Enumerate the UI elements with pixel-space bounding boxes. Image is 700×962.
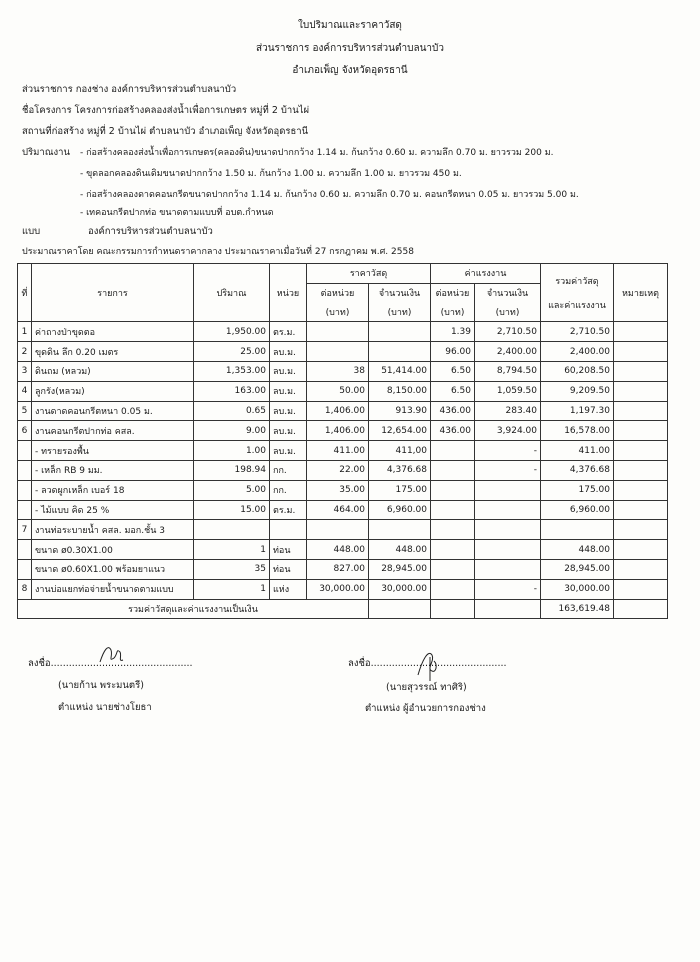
row-qty: 15.00 — [194, 500, 270, 520]
row-remark — [614, 342, 668, 362]
labor-per-unit-baht: (บาท) — [431, 303, 475, 322]
total-header-line-1: รวมค่าวัสดุ — [555, 276, 599, 287]
row-labor-per-unit — [431, 500, 475, 520]
right-signature-scribble — [412, 645, 442, 685]
table-row — [18, 342, 668, 362]
row-no — [18, 540, 32, 560]
row-material-per-unit: 50.00 — [307, 381, 369, 401]
row-material-amount: 448.00 — [369, 540, 431, 560]
row-material-amount: 51,414.00 — [369, 361, 431, 381]
row-labor-amount: - — [475, 460, 541, 480]
row-labor-per-unit — [431, 559, 475, 579]
row-total: 2,400.00 — [541, 342, 614, 362]
row-total: 6,960.00 — [541, 500, 614, 520]
col-qty-header: ปริมาณ — [194, 264, 270, 322]
row-item: ขุดดิน ลึก 0.20 เมตร — [32, 342, 194, 362]
row-material-amount: 30,000.00 — [369, 579, 431, 599]
doc-agency: ส่วนราชการ องค์การบริหารส่วนตำบลนาบัว — [255, 43, 445, 54]
left-sign-line: ลงชื่อ............................................... — [28, 658, 193, 669]
total-label: รวมค่าวัสดุและค่าแรงงานเป็นเงิน — [18, 599, 369, 619]
labor-per-unit-header: ต่อหน่วย — [431, 283, 475, 302]
row-material-amount — [369, 322, 431, 342]
left-position: ตำแหน่ง นายช่างโยธา — [58, 702, 152, 713]
row-unit: ตร.ม. — [270, 500, 307, 520]
row-total: 1,197.30 — [541, 401, 614, 421]
row-remark — [614, 520, 668, 540]
row-qty: 35 — [194, 559, 270, 579]
row-total: 28,945.00 — [541, 559, 614, 579]
row-item: งานบ่อแยกท่อจ่ายน้ำขนาดตามแบบ — [32, 579, 194, 599]
row-labor-amount — [475, 520, 541, 540]
total-row — [18, 599, 668, 619]
row-item: - ไม้แบบ คิด 25 % — [32, 500, 194, 520]
qty-label: ปริมาณงาน — [22, 147, 71, 158]
row-unit: ลบ.ม. — [270, 441, 307, 461]
material-per-unit-baht: (บาท) — [307, 303, 369, 322]
row-material-amount: 28,945.00 — [369, 559, 431, 579]
row-no — [18, 460, 32, 480]
row-labor-amount: - — [475, 579, 541, 599]
row-qty: 25.00 — [194, 342, 270, 362]
table-row — [18, 460, 668, 480]
boq-table — [17, 263, 668, 619]
col-total-header — [541, 264, 614, 322]
row-item: ขนาด ø0.30X1.00 — [32, 540, 194, 560]
row-item: ดินถม (หลวม) — [32, 361, 194, 381]
row-unit: ลบ.ม. — [270, 421, 307, 441]
col-no-header: ที่ — [18, 264, 32, 322]
row-material-amount: 175.00 — [369, 480, 431, 500]
row-labor-per-unit — [431, 441, 475, 461]
row-no — [18, 559, 32, 579]
row-no: 7 — [18, 520, 32, 540]
row-labor-per-unit: 6.50 — [431, 381, 475, 401]
row-labor-per-unit — [431, 579, 475, 599]
table-row — [18, 421, 668, 441]
row-no: 6 — [18, 421, 32, 441]
row-material-per-unit: 1,406.00 — [307, 401, 369, 421]
row-total: 9,209.50 — [541, 381, 614, 401]
row-item: งานท่อระบายน้ำ คสล. มอก.ชั้น 3 — [32, 520, 194, 540]
row-material-amount: 4,376.68 — [369, 460, 431, 480]
col-item-header: รายการ — [32, 264, 194, 322]
row-material-per-unit: 448.00 — [307, 540, 369, 560]
row-material-amount: 913.90 — [369, 401, 431, 421]
row-item: งานดาดคอนกรีตหนา 0.05 ม. — [32, 401, 194, 421]
row-unit — [270, 520, 307, 540]
row-qty: 9.00 — [194, 421, 270, 441]
row-qty: 198.94 — [194, 460, 270, 480]
row-remark — [614, 579, 668, 599]
row-no: 5 — [18, 401, 32, 421]
row-material-amount — [369, 342, 431, 362]
row-item: ลูกรัง(หลวม) — [32, 381, 194, 401]
row-remark — [614, 421, 668, 441]
table-row — [18, 401, 668, 421]
row-labor-amount — [475, 500, 541, 520]
row-qty: 1,950.00 — [194, 322, 270, 342]
row-material-amount: 12,654.00 — [369, 421, 431, 441]
table-row — [18, 540, 668, 560]
row-total: 60,208.50 — [541, 361, 614, 381]
row-material-amount: 6,960.00 — [369, 500, 431, 520]
row-no — [18, 480, 32, 500]
row-qty: 1,353.00 — [194, 361, 270, 381]
row-labor-per-unit — [431, 480, 475, 500]
row-total: 30,000.00 — [541, 579, 614, 599]
row-unit: ลบ.ม. — [270, 361, 307, 381]
qty-line-4: - เทคอนกรีตปากท่อ ขนาดตามแบบที่ อบต.กำหนด — [80, 208, 274, 218]
row-qty: 1.00 — [194, 441, 270, 461]
row-total: 16,578.00 — [541, 421, 614, 441]
table-row — [18, 500, 668, 520]
row-total — [541, 520, 614, 540]
row-no: 4 — [18, 381, 32, 401]
material-per-unit-header: ต่อหน่วย — [307, 283, 369, 302]
row-total: 2,710.50 — [541, 322, 614, 342]
row-unit: ท่อน — [270, 559, 307, 579]
row-item: - ลวดผูกเหล็ก เบอร์ 18 — [32, 480, 194, 500]
table-row — [18, 381, 668, 401]
row-remark — [614, 480, 668, 500]
left-signature-scribble — [96, 640, 126, 668]
site-line: สถานที่ก่อสร้าง หมู่ที่ 2 บ้านไผ่ ตำบลนาบัว อำเภอเพ็ญ จังหวัดอุดรธานี — [22, 126, 309, 137]
doc-title: ใบปริมาณและราคาวัสดุ — [298, 20, 402, 31]
row-unit: ตร.ม. — [270, 322, 307, 342]
row-no — [18, 441, 32, 461]
row-material-per-unit: 827.00 — [307, 559, 369, 579]
row-labor-amount — [475, 559, 541, 579]
row-qty: 163.00 — [194, 381, 270, 401]
row-labor-amount: 283.40 — [475, 401, 541, 421]
row-qty: 0.65 — [194, 401, 270, 421]
row-labor-amount: 2,400.00 — [475, 342, 541, 362]
row-total: 175.00 — [541, 480, 614, 500]
row-remark — [614, 460, 668, 480]
row-material-per-unit: 411.00 — [307, 441, 369, 461]
table-row — [18, 361, 668, 381]
material-amount-header: จำนวนเงิน — [369, 283, 431, 302]
labor-amount-baht: (บาท) — [475, 303, 541, 322]
row-unit: ท่อน — [270, 540, 307, 560]
boq-body — [18, 322, 668, 599]
row-labor-per-unit — [431, 520, 475, 540]
row-remark — [614, 381, 668, 401]
row-material-per-unit: 1,406.00 — [307, 421, 369, 441]
row-labor-per-unit — [431, 540, 475, 560]
doc-location: อำเภอเพ็ญ จังหวัดอุดรธานี — [292, 65, 408, 76]
table-row — [18, 322, 668, 342]
row-labor-amount — [475, 540, 541, 560]
row-material-per-unit: 35.00 — [307, 480, 369, 500]
qty-line-2: - ขุดลอกคลองดินเดิมขนาดปากกว้าง 1.50 ม. ก้นกว้าง 1.00 ม. ความลึก 1.00 ม. ยาวรวม 450 ม. — [80, 169, 462, 179]
total-header-line-2: และค่าแรงงาน — [548, 300, 606, 311]
estimate-line: ประมาณราคาโดย คณะกรรมการกำหนดราคากลาง ประมาณราคาเมื่อวันที่ 27 กรกฎาคม พ.ศ. 2558 — [22, 247, 414, 257]
row-labor-per-unit: 436.00 — [431, 421, 475, 441]
row-labor-per-unit: 96.00 — [431, 342, 475, 362]
row-labor-amount: - — [475, 441, 541, 461]
row-remark — [614, 500, 668, 520]
col-unit-header: หน่วย — [270, 264, 307, 322]
row-material-per-unit: 30,000.00 — [307, 579, 369, 599]
design-label: แบบ — [22, 226, 41, 237]
row-remark — [614, 540, 668, 560]
row-labor-amount: 3,924.00 — [475, 421, 541, 441]
row-no: 3 — [18, 361, 32, 381]
table-row — [18, 559, 668, 579]
left-name: (นายก้าน พระมนตรี) — [58, 680, 144, 691]
row-no: 2 — [18, 342, 32, 362]
table-row — [18, 520, 668, 540]
row-unit: กก. — [270, 460, 307, 480]
row-labor-amount: 8,794.50 — [475, 361, 541, 381]
row-no: 8 — [18, 579, 32, 599]
row-total: 448.00 — [541, 540, 614, 560]
row-qty: 5.00 — [194, 480, 270, 500]
row-no — [18, 500, 32, 520]
material-amount-baht: (บาท) — [369, 303, 431, 322]
row-remark — [614, 441, 668, 461]
col-remark-header: หมายเหตุ — [614, 264, 668, 322]
row-material-per-unit — [307, 322, 369, 342]
row-qty: 1 — [194, 540, 270, 560]
row-unit: กก. — [270, 480, 307, 500]
row-unit: ลบ.ม. — [270, 342, 307, 362]
labor-amount-header: จำนวนเงิน — [475, 283, 541, 302]
table-row — [18, 579, 668, 599]
row-item: ขนาด ø0.60X1.00 พร้อมยาแนว — [32, 559, 194, 579]
row-material-amount: 8,150.00 — [369, 381, 431, 401]
row-unit: ลบ.ม. — [270, 381, 307, 401]
right-name: (นายสุวรรณ์ ทาศิริ) — [386, 682, 467, 693]
row-labor-per-unit — [431, 460, 475, 480]
row-remark — [614, 559, 668, 579]
row-material-amount: 411,00 — [369, 441, 431, 461]
right-position: ตำแหน่ง ผู้อำนวยการกองช่าง — [365, 703, 486, 714]
qty-line-3: - ก่อสร้างคลองดาดคอนกรีตขนาดปากกว้าง 1.14 ม. ก้นกว้าง 0.60 ม. ความลึก 0.70 ม. คอนกรีตหนา 0.05 ม. ยาวรวม 5.00 ม. — [80, 190, 579, 200]
grand-total: 163,619.48 — [541, 599, 614, 619]
row-labor-amount: 2,710.50 — [475, 322, 541, 342]
row-item: - เหล็ก RB 9 มม. — [32, 460, 194, 480]
row-material-per-unit — [307, 520, 369, 540]
row-material-per-unit: 464.00 — [307, 500, 369, 520]
row-unit: ลบ.ม. — [270, 401, 307, 421]
material-header: ราคาวัสดุ — [307, 264, 431, 284]
row-labor-per-unit: 436.00 — [431, 401, 475, 421]
row-material-per-unit — [307, 342, 369, 362]
row-material-amount — [369, 520, 431, 540]
qty-line-1: - ก่อสร้างคลองส่งน้ำเพื่อการเกษตร(คลองดิน)ขนาดปากกว้าง 1.14 ม. ก้นกว้าง 0.60 ม. ความลึก 0.70 ม. ยาวรวม 200 ม. — [80, 148, 554, 158]
row-qty — [194, 520, 270, 540]
row-remark — [614, 401, 668, 421]
dept-line: ส่วนราชการ กองช่าง องค์การบริหารส่วนตำบลนาบัว — [22, 84, 237, 95]
design-value: องค์การบริหารส่วนตำบลนาบัว — [88, 226, 213, 237]
row-total: 411.00 — [541, 441, 614, 461]
row-item: - ทรายรองพื้น — [32, 441, 194, 461]
row-material-per-unit: 38 — [307, 361, 369, 381]
row-no: 1 — [18, 322, 32, 342]
table-row — [18, 441, 668, 461]
row-qty: 1 — [194, 579, 270, 599]
row-material-per-unit: 22.00 — [307, 460, 369, 480]
row-labor-amount: 1,059.50 — [475, 381, 541, 401]
row-unit: แห่ง — [270, 579, 307, 599]
row-labor-per-unit: 6.50 — [431, 361, 475, 381]
project-line: ชื่อโครงการ โครงการก่อสร้างคลองส่งน้ำเพื่อการเกษตร หมู่ที่ 2 บ้านไผ่ — [22, 105, 310, 116]
row-labor-amount — [475, 480, 541, 500]
row-item: งานคอนกรีตปากท่อ คสล. — [32, 421, 194, 441]
labor-header: ค่าแรงงาน — [431, 264, 541, 284]
row-labor-per-unit: 1.39 — [431, 322, 475, 342]
row-item: ค่าถางป่าขุดตอ — [32, 322, 194, 342]
row-total: 4,376.68 — [541, 460, 614, 480]
row-remark — [614, 361, 668, 381]
row-remark — [614, 322, 668, 342]
table-row — [18, 480, 668, 500]
right-sign-line: ลงชื่อ............................................. — [348, 658, 507, 669]
